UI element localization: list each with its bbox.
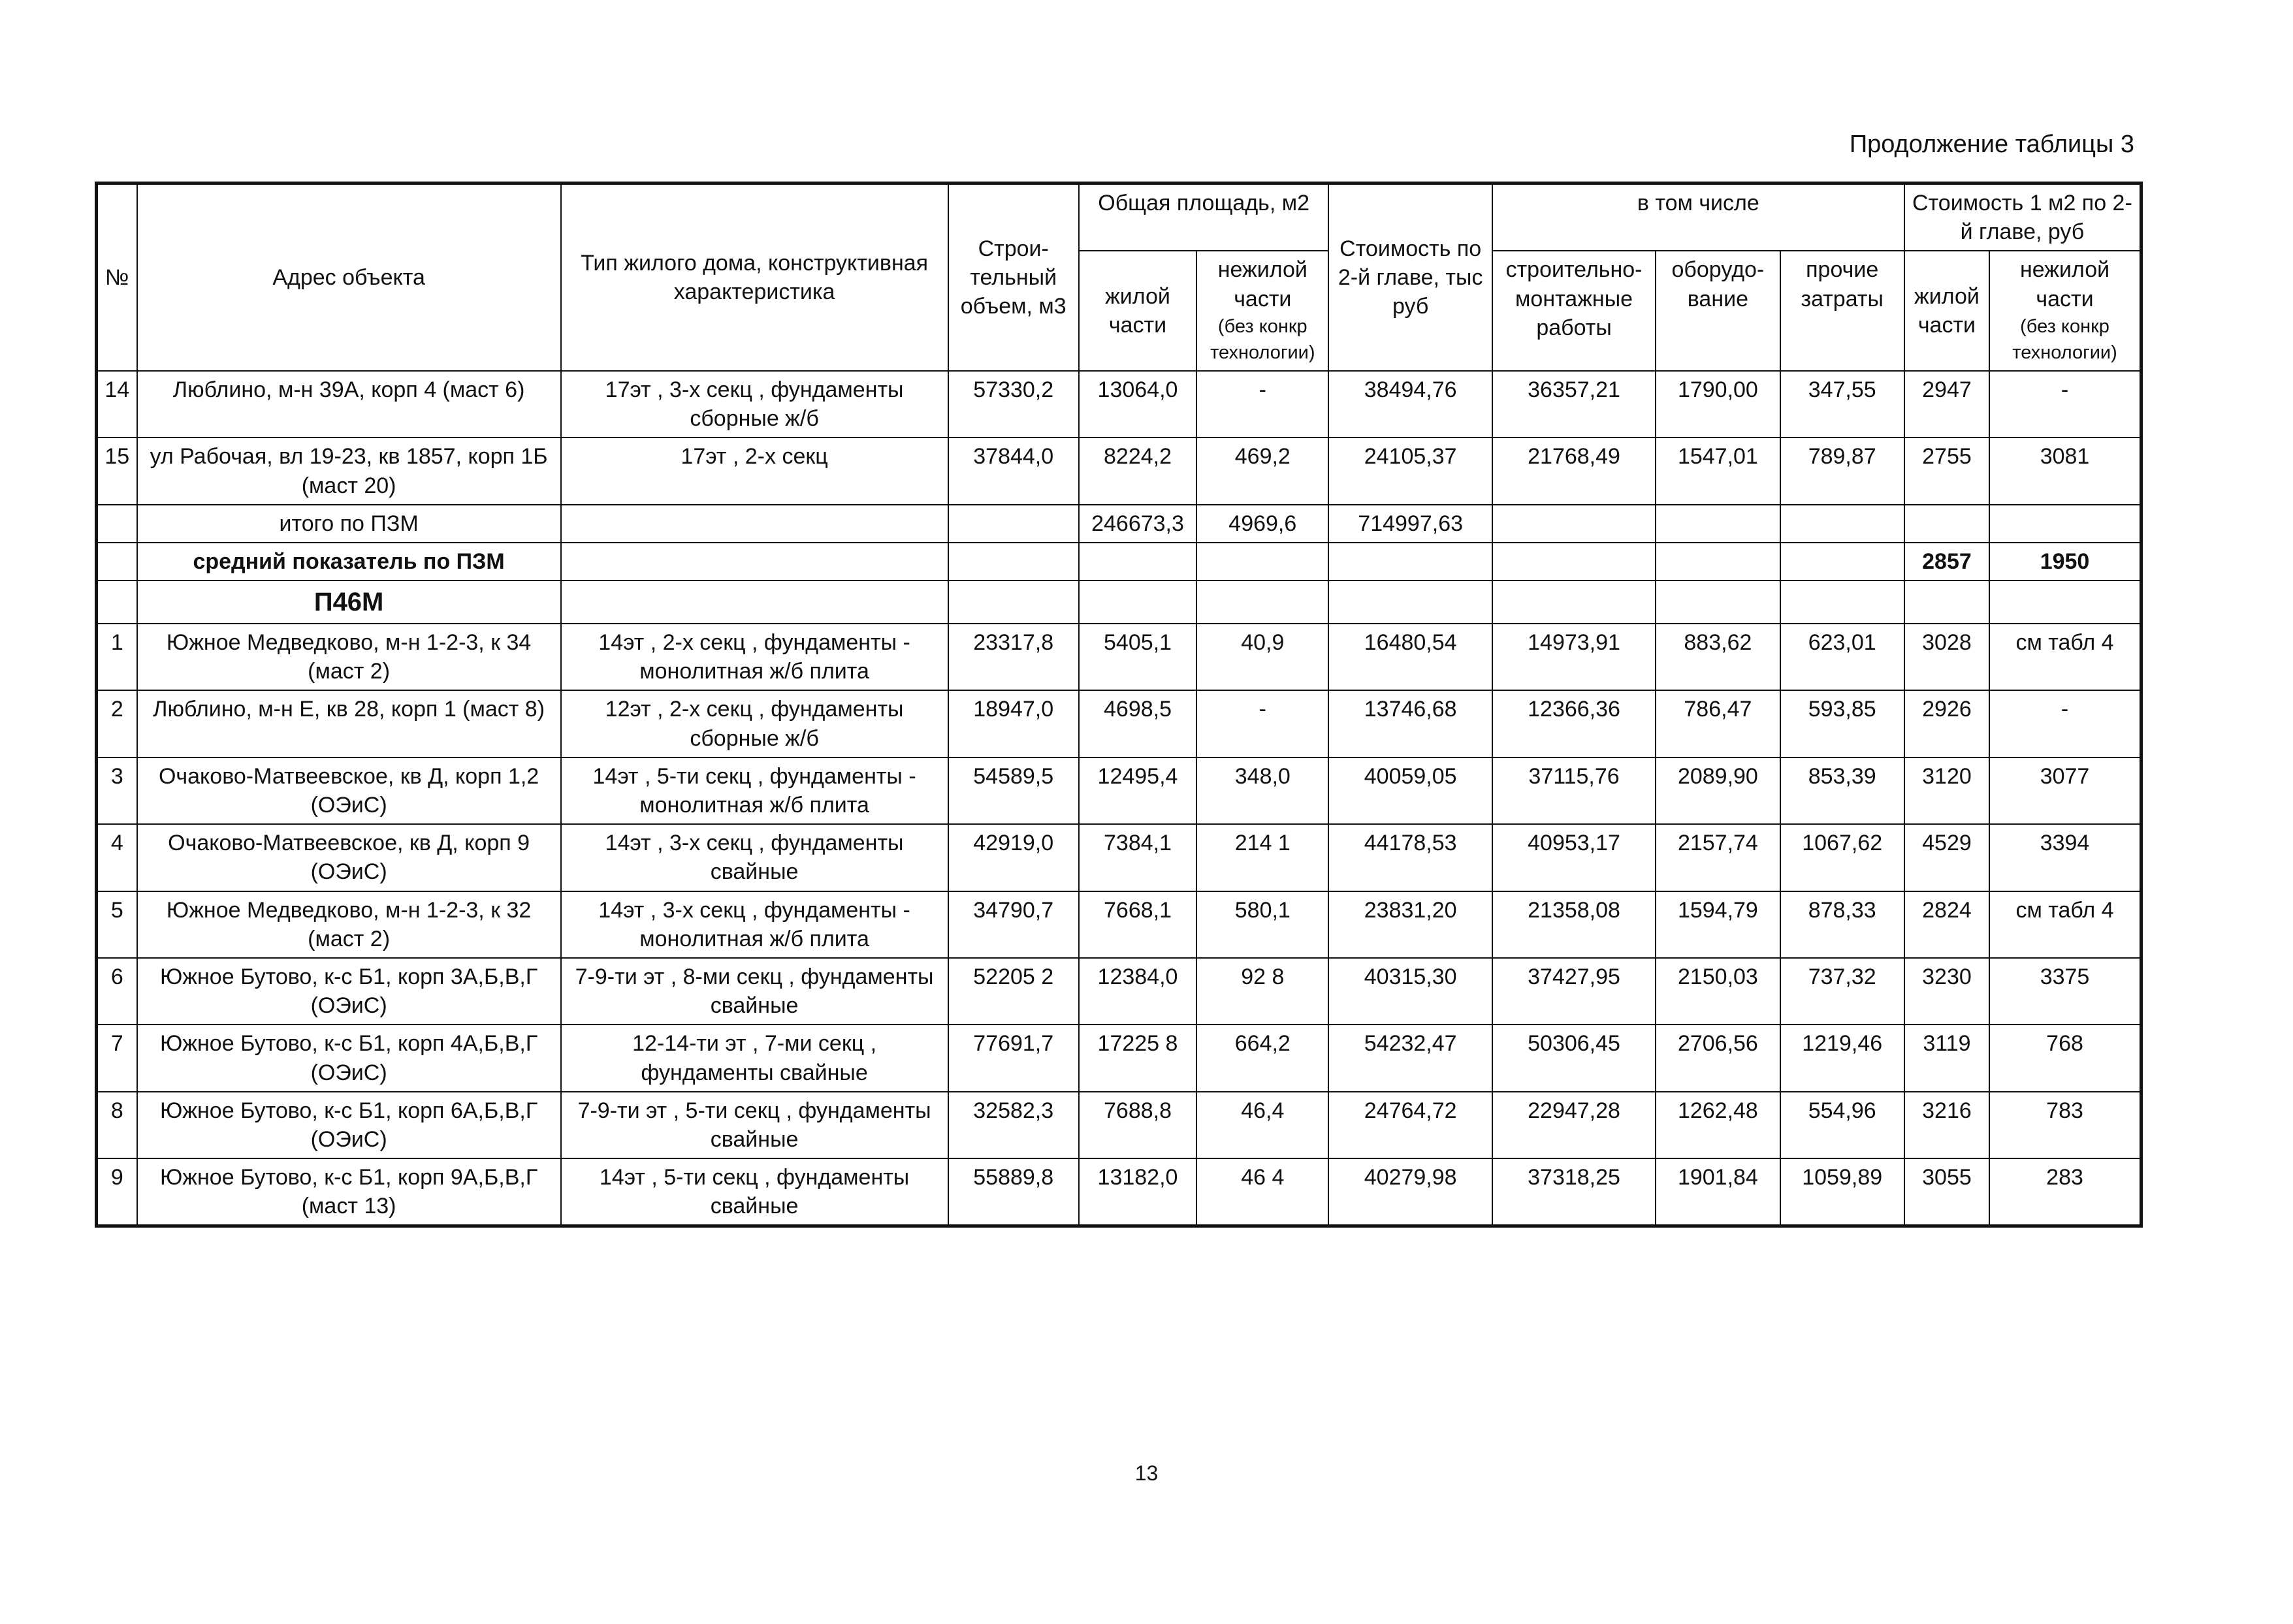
- cell-nonliving: 664,2: [1196, 1025, 1328, 1091]
- cell-cost: 24105,37: [1328, 438, 1492, 504]
- header-address: Адрес объекта: [137, 183, 561, 371]
- cell-nonliving: 469,2: [1196, 438, 1328, 504]
- cell-no: 9: [97, 1158, 137, 1226]
- cell-no: 8: [97, 1092, 137, 1158]
- cell-equipment: 1901,84: [1656, 1158, 1780, 1226]
- table-row: [97, 958, 2141, 1025]
- header-unit-group: Стоимость 1 м2 по 2-й главе, руб: [1904, 183, 2141, 251]
- rows-p46m: [97, 624, 2141, 1226]
- cell-equipment: 786,47: [1656, 690, 1780, 757]
- header-incl-equipment: оборудо-вание: [1656, 251, 1780, 371]
- cell-equipment: 1790,00: [1656, 371, 1780, 438]
- cell-address: Очаково-Матвеевское, кв Д, корп 9 (ОЭиС): [137, 824, 561, 891]
- cell-address: Очаково-Матвеевское, кв Д, корп 1,2 (ОЭиС): [137, 757, 561, 824]
- cell-construction: 37115,76: [1492, 757, 1656, 824]
- cell-address: Южное Бутово, к-с Б1, корп 4А,Б,В,Г (ОЭиС): [137, 1025, 561, 1091]
- table-caption: Продолжение таблицы 3: [1849, 131, 2134, 158]
- total-row: [97, 505, 2141, 543]
- cell-living: 12495,4: [1079, 757, 1196, 824]
- cell-cost: 13746,68: [1328, 690, 1492, 757]
- cell-living: 5405,1: [1079, 624, 1196, 690]
- cost-table: [95, 182, 2143, 1228]
- cell-volume: 42919,0: [948, 824, 1079, 891]
- cell-volume: 57330,2: [948, 371, 1079, 438]
- cell-unit-nonliving: 283: [1989, 1158, 2141, 1226]
- cell-unit-living: 3119: [1904, 1025, 1989, 1091]
- cell-unit-nonliving: -: [1989, 371, 2141, 438]
- cell-other: 1219,46: [1780, 1025, 1904, 1091]
- header-area-group: Общая площадь, м2: [1079, 183, 1329, 251]
- cell-no: 4: [97, 824, 137, 891]
- cell-unit-living: 3230: [1904, 958, 1989, 1025]
- cell-volume: 37844,0: [948, 438, 1079, 504]
- cell-other: 878,33: [1780, 891, 1904, 958]
- cell-unit-nonliving: 3081: [1989, 438, 2141, 504]
- header-row-1: [97, 183, 2141, 251]
- header-unit-living: жилой части: [1904, 251, 1989, 371]
- cell-address: Люблино, м-н Е, кв 28, корп 1 (маст 8): [137, 690, 561, 757]
- cell-volume: 32582,3: [948, 1092, 1079, 1158]
- average-unit-living: 2857: [1904, 543, 1989, 581]
- table-row: [97, 891, 2141, 958]
- cell-address: Южное Медведково, м-н 1-2-3, к 32 (маст 2): [137, 891, 561, 958]
- cell-address: Южное Бутово, к-с Б1, корп 3А,Б,В,Г (ОЭиС): [137, 958, 561, 1025]
- cell-volume: 34790,7: [948, 891, 1079, 958]
- header-volume: Строи-тельный объем, м3: [948, 183, 1079, 371]
- header-area-nonliving-note: (без конкр технологии): [1210, 315, 1315, 364]
- cell-type: 14эт , 3-х секц , фундаменты свайные: [561, 824, 948, 891]
- cell-cost: 23831,20: [1328, 891, 1492, 958]
- cell-living: 7384,1: [1079, 824, 1196, 891]
- cell-cost: 40279,98: [1328, 1158, 1492, 1226]
- cell-no: 15: [97, 438, 137, 504]
- cell-living: 8224,2: [1079, 438, 1196, 504]
- cell-cost: 40059,05: [1328, 757, 1492, 824]
- cell-unit-living: 2926: [1904, 690, 1989, 757]
- table-row: [97, 371, 2141, 438]
- cell-volume: 18947,0: [948, 690, 1079, 757]
- header-incl-construction: строительно-монтажные работы: [1492, 251, 1656, 371]
- cell-unit-nonliving: 783: [1989, 1092, 2141, 1158]
- cell-unit-nonliving: 3077: [1989, 757, 2141, 824]
- cell-construction: 37427,95: [1492, 958, 1656, 1025]
- cell-unit-living: 3055: [1904, 1158, 1989, 1226]
- table-row: [97, 624, 2141, 690]
- cell-other: 623,01: [1780, 624, 1904, 690]
- cell-other: 789,87: [1780, 438, 1904, 504]
- cell-type: 17эт , 2-х секц: [561, 438, 948, 504]
- total-nonliving: 4969,6: [1196, 505, 1328, 543]
- cell-unit-living: 2947: [1904, 371, 1989, 438]
- cell-unit-nonliving: см табл 4: [1989, 624, 2141, 690]
- cell-unit-living: 3120: [1904, 757, 1989, 824]
- table-row: [97, 438, 2141, 504]
- cell-equipment: 883,62: [1656, 624, 1780, 690]
- cell-volume: 77691,7: [948, 1025, 1079, 1091]
- cell-unit-nonliving: см табл 4: [1989, 891, 2141, 958]
- table-row: [97, 824, 2141, 891]
- cell-unit-living: 3216: [1904, 1092, 1989, 1158]
- cell-unit-living: 4529: [1904, 824, 1989, 891]
- cell-other: 593,85: [1780, 690, 1904, 757]
- cell-construction: 37318,25: [1492, 1158, 1656, 1226]
- cell-construction: 36357,21: [1492, 371, 1656, 438]
- header-unit-nonliving-label: нежилой части: [2019, 257, 2110, 311]
- table-row: [97, 1092, 2141, 1158]
- average-row: [97, 543, 2141, 581]
- header-incl-other: прочие затраты: [1780, 251, 1904, 371]
- cell-address: Южное Бутово, к-с Б1, корп 9А,Б,В,Г (маст 13): [137, 1158, 561, 1226]
- cell-address: Южное Бутово, к-с Б1, корп 6А,Б,В,Г (ОЭиС): [137, 1092, 561, 1158]
- cell-equipment: 1547,01: [1656, 438, 1780, 504]
- average-unit-nonliving: 1950: [1989, 543, 2141, 581]
- cell-nonliving: 46 4: [1196, 1158, 1328, 1226]
- cell-address: ул Рабочая, вл 19-23, кв 1857, корп 1Б (маст 20): [137, 438, 561, 504]
- page-number: 13: [1134, 1461, 1159, 1485]
- table-row: [97, 1158, 2141, 1226]
- cell-living: 12384,0: [1079, 958, 1196, 1025]
- cell-other: 554,96: [1780, 1092, 1904, 1158]
- cell-cost: 44178,53: [1328, 824, 1492, 891]
- cell-type: 7-9-ти эт , 5-ти секц , фундаменты свайные: [561, 1092, 948, 1158]
- cell-type: 12эт , 2-х секц , фундаменты сборные ж/б: [561, 690, 948, 757]
- cell-other: 1067,62: [1780, 824, 1904, 891]
- cell-unit-nonliving: 768: [1989, 1025, 2141, 1091]
- cell-no: 7: [97, 1025, 137, 1091]
- cell-construction: 14973,91: [1492, 624, 1656, 690]
- cell-unit-living: 2755: [1904, 438, 1989, 504]
- cell-living: 7668,1: [1079, 891, 1196, 958]
- section-row: [97, 581, 2141, 624]
- cell-no: 3: [97, 757, 137, 824]
- cell-volume: 52205 2: [948, 958, 1079, 1025]
- cell-construction: 21358,08: [1492, 891, 1656, 958]
- cell-living: 4698,5: [1079, 690, 1196, 757]
- header-no: №: [97, 183, 137, 371]
- cell-no: 14: [97, 371, 137, 438]
- cell-type: 12-14-ти эт , 7-ми секц , фундаменты свайные: [561, 1025, 948, 1091]
- cell-living: 7688,8: [1079, 1092, 1196, 1158]
- header-type: Тип жилого дома, конструктивная характеристика: [561, 183, 948, 371]
- cell-volume: 54589,5: [948, 757, 1079, 824]
- cell-type: 14эт , 3-х секц , фундаменты - монолитная ж/б плита: [561, 891, 948, 958]
- table-row: [97, 690, 2141, 757]
- cell-other: 347,55: [1780, 371, 1904, 438]
- cell-living: 17225 8: [1079, 1025, 1196, 1091]
- cell-type: 14эт , 2-х секц , фундаменты - монолитная ж/б плита: [561, 624, 948, 690]
- cell-nonliving: -: [1196, 371, 1328, 438]
- cell-living: 13064,0: [1079, 371, 1196, 438]
- cell-cost: 38494,76: [1328, 371, 1492, 438]
- cell-cost: 16480,54: [1328, 624, 1492, 690]
- cell-nonliving: 92 8: [1196, 958, 1328, 1025]
- cell-construction: 22947,28: [1492, 1092, 1656, 1158]
- header-cost: Стоимость по 2-й главе, тыс руб: [1328, 183, 1492, 371]
- cell-unit-nonliving: 3375: [1989, 958, 2141, 1025]
- cell-type: 14эт , 5-ти секц , фундаменты - монолитная ж/б плита: [561, 757, 948, 824]
- header-unit-nonliving: [1989, 251, 2141, 371]
- cell-equipment: 2706,56: [1656, 1025, 1780, 1091]
- cell-equipment: 1262,48: [1656, 1092, 1780, 1158]
- rows-pzm: [97, 371, 2141, 505]
- cell-construction: 12366,36: [1492, 690, 1656, 757]
- cell-type: 17эт , 3-х секц , фундаменты сборные ж/б: [561, 371, 948, 438]
- total-label: итого по ПЗМ: [137, 505, 561, 543]
- cell-equipment: 2089,90: [1656, 757, 1780, 824]
- cell-other: 853,39: [1780, 757, 1904, 824]
- cell-nonliving: 46,4: [1196, 1092, 1328, 1158]
- cell-unit-nonliving: -: [1989, 690, 2141, 757]
- header-area-living: жилой части: [1079, 251, 1196, 371]
- cell-type: 7-9-ти эт , 8-ми секц , фундаменты свайные: [561, 958, 948, 1025]
- header-unit-nonliving-note: (без конкр технологии): [2012, 315, 2117, 364]
- cell-nonliving: 40,9: [1196, 624, 1328, 690]
- cell-nonliving: 580,1: [1196, 891, 1328, 958]
- cell-construction: 40953,17: [1492, 824, 1656, 891]
- cell-nonliving: 214 1: [1196, 824, 1328, 891]
- cell-equipment: 1594,79: [1656, 891, 1780, 958]
- table-row: [97, 1025, 2141, 1091]
- cell-cost: 40315,30: [1328, 958, 1492, 1025]
- cell-volume: 55889,8: [948, 1158, 1079, 1226]
- cell-address: Южное Медведково, м-н 1-2-3, к 34 (маст 2): [137, 624, 561, 690]
- cell-equipment: 2150,03: [1656, 958, 1780, 1025]
- header-incl-group: в том числе: [1492, 183, 1904, 251]
- cell-no: 1: [97, 624, 137, 690]
- cell-living: 13182,0: [1079, 1158, 1196, 1226]
- cell-other: 737,32: [1780, 958, 1904, 1025]
- total-cost: 714997,63: [1328, 505, 1492, 543]
- cell-unit-nonliving: 3394: [1989, 824, 2141, 891]
- total-living: 246673,3: [1079, 505, 1196, 543]
- cell-volume: 23317,8: [948, 624, 1079, 690]
- header-area-nonliving-label: нежилой части: [1217, 257, 1307, 311]
- cell-no: 6: [97, 958, 137, 1025]
- cell-address: Люблино, м-н 39А, корп 4 (маст 6): [137, 371, 561, 438]
- cell-unit-living: 2824: [1904, 891, 1989, 958]
- cell-other: 1059,89: [1780, 1158, 1904, 1226]
- header-area-nonliving: [1196, 251, 1328, 371]
- cell-construction: 50306,45: [1492, 1025, 1656, 1091]
- table-row: [97, 757, 2141, 824]
- cell-unit-living: 3028: [1904, 624, 1989, 690]
- cell-cost: 54232,47: [1328, 1025, 1492, 1091]
- cell-construction: 21768,49: [1492, 438, 1656, 504]
- cell-no: 2: [97, 690, 137, 757]
- cell-no: 5: [97, 891, 137, 958]
- cell-cost: 24764,72: [1328, 1092, 1492, 1158]
- cell-type: 14эт , 5-ти секц , фундаменты свайные: [561, 1158, 948, 1226]
- cell-equipment: 2157,74: [1656, 824, 1780, 891]
- cell-nonliving: -: [1196, 690, 1328, 757]
- section-title: П46М: [137, 581, 561, 624]
- cell-nonliving: 348,0: [1196, 757, 1328, 824]
- average-label: средний показатель по ПЗМ: [137, 543, 561, 581]
